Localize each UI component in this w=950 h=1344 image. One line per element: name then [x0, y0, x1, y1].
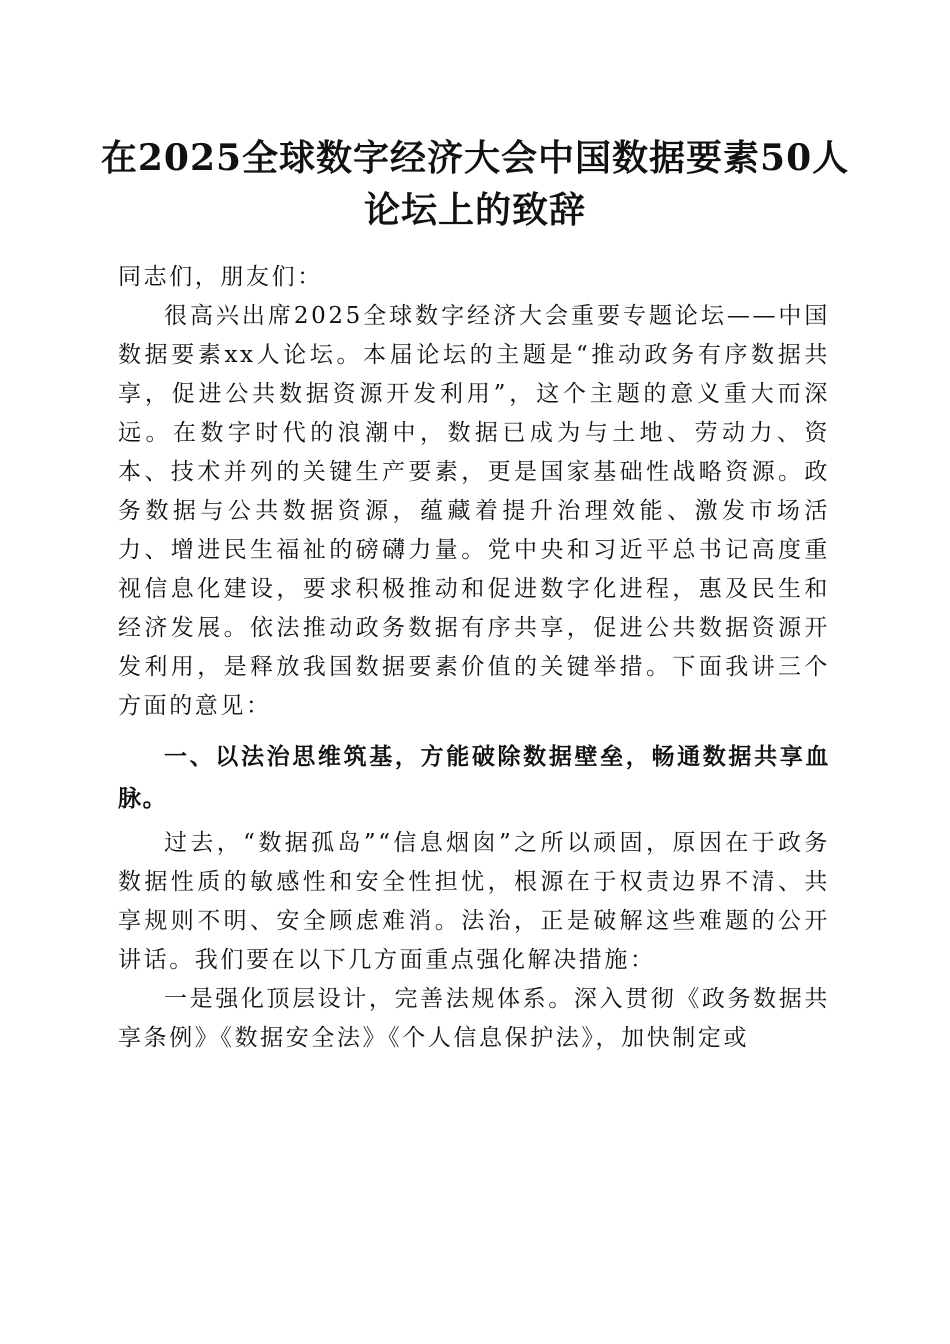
measure-1-text: 深入贯彻《政务数据共享条例》《数据安全法》《个人信息保护法》，加快制定或	[118, 986, 830, 1051]
salutation: 同志们，朋友们：	[118, 264, 323, 290]
title-line-1: 在2025全球数字经济大会中国数据要素50人	[100, 137, 850, 179]
section-1-paragraph: 过去，“数据孤岛”“信息烟囱”之所以顽固，原因在于政务数据性质的敏感性和安全性担忧，根源在于权责边界不清、共享规则不明、安全顾虑难消。法治，正是破解这些难题的公开讲话。我们要在以下几方面重点强化解决措施：	[118, 830, 830, 973]
document-title	[100, 132, 850, 236]
measure-paragraph-1	[118, 980, 830, 1058]
measure-1-lead: 一是强化顶层设计，完善法规体系。	[164, 986, 574, 1012]
opening-paragraph: 很高兴出席2025全球数字经济大会重要专题论坛——中国数据要素xx人论坛。本届论坛的主题是“推动政务有序数据共享，促进公共数据资源开发利用”，这个主题的意义重大而深远。在数字时代的浪潮中，数据已成为与土地、劳动力、资本、技术并列的关键生产要素，更是国家基础性战略资源。政务数据与公共数据资源，蕴藏着提升治理效能、激发市场活力、增进民生福祉的磅礴力量。党中央和习近平总书记高度重视信息化建设，要求积极推动和促进数字化进程，惠及民生和经济发展。依法推动政务数据有序共享，促进公共数据资源开发利用，是释放我国数据要素价值的关键举措。下面我讲三个方面的意见：	[118, 303, 830, 719]
section-heading-1: 一、以法治思维筑基，方能破除数据壁垒，畅通数据共享血脉。	[118, 744, 830, 812]
document-body	[118, 258, 830, 1058]
title-line-2: 论坛上的致辞	[363, 189, 586, 231]
